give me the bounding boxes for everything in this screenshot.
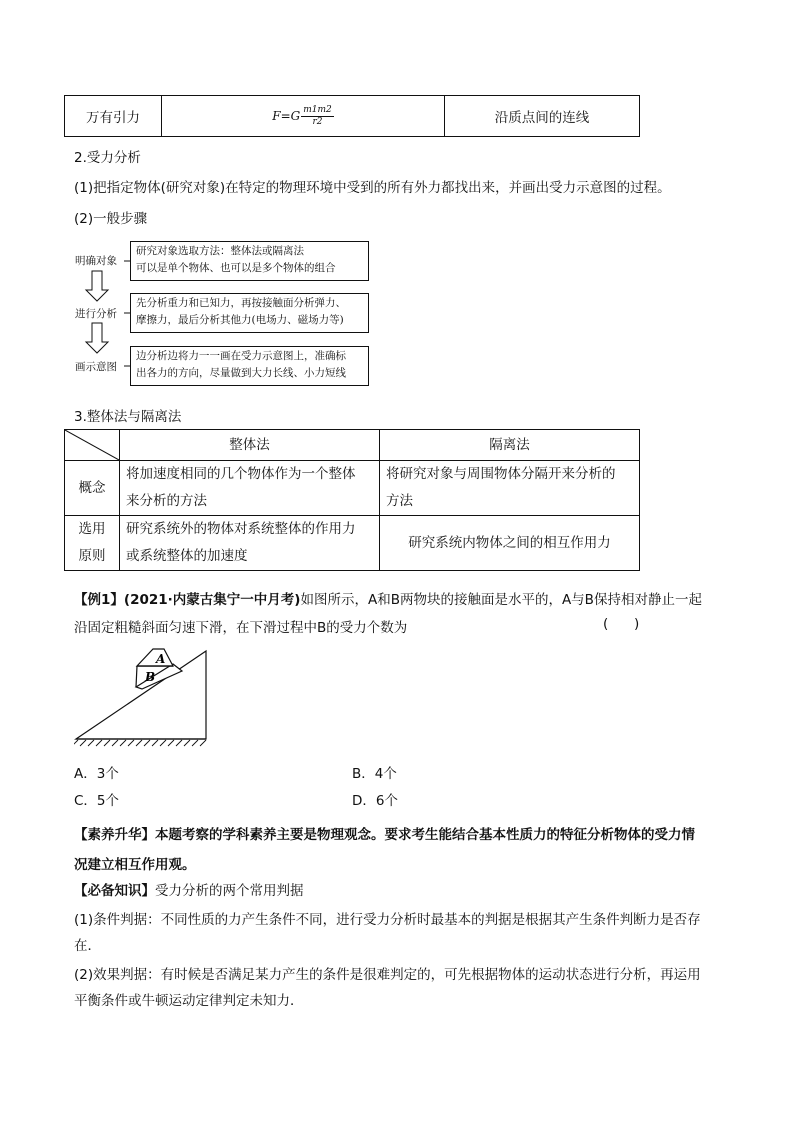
principle-whole-text-2: 或系统整体的加速度: [126, 548, 248, 564]
option-a: A．3个: [74, 766, 119, 782]
section2-item1: (1)把指定物体(研究对象)在特定的物理环境中受到的所有外力都找出来，并画出受力示意图的过程。: [74, 180, 671, 196]
col-header-whole: 整体法: [120, 430, 380, 461]
step3-label: 画示意图: [75, 361, 117, 373]
section2-title: 2.受力分析: [74, 150, 141, 166]
literacy-line1: [74, 823, 695, 843]
formula-cell: [162, 96, 445, 137]
principle-whole-cell: [120, 516, 380, 571]
force-name-cell: [65, 96, 162, 137]
step1-box: [130, 241, 369, 281]
step2-text-2: 摩擦力，最后分析其他力(电场力、磁场力等): [136, 314, 344, 326]
knowledge-p2-a: (2)效果判据：有时候是否满足某力产生的条件是很难判定的，可先根据物体的运动状态进行分析，再运用: [74, 967, 701, 983]
example-source: (2021·内蒙古集宁一中月考): [123, 592, 301, 608]
example1-line2: 沿固定粗糙斜面匀速下滑，在下滑过程中B的受力个数为: [74, 620, 408, 636]
step3-text-1: 边分析边将力一一画在受力示意图上，准确标: [136, 350, 346, 362]
knowledge-title: 受力分析的两个常用判据: [155, 883, 304, 899]
formula-eq: =: [280, 108, 291, 123]
table-row: [65, 516, 640, 571]
example-tag: 【例1】: [74, 592, 124, 608]
literacy-text-1: 本题考察的学科素养主要是物理观念。要求考生能结合基本性质力的特征分析物体的受力情: [155, 827, 695, 843]
concept-whole-text-1: 将加速度相同的几个物体作为一个整体: [126, 466, 356, 482]
table-row: [65, 96, 640, 137]
knowledge-heading: [74, 879, 304, 899]
example-text-1: 如图所示，A和B两物块的接触面是水平的，A与B保持相对静止一起: [300, 592, 702, 608]
concept-whole-cell: [120, 461, 380, 516]
literacy-line2: 况建立相互作用观。: [74, 857, 196, 873]
formula-denominator: r2: [312, 116, 323, 127]
block-a: [137, 649, 173, 666]
principle-isolation-cell: 研究系统内物体之间的相互作用力: [380, 516, 640, 571]
gravitation-table: [64, 95, 640, 137]
knowledge-p2-b: 平衡条件或牛顿运动定律判定未知力．: [74, 993, 304, 1009]
label-a: A: [156, 652, 166, 666]
example1-line1: [74, 588, 702, 608]
knowledge-tag: 【必备知识】: [74, 883, 155, 899]
concept-isolation-text-2: 方法: [386, 493, 413, 509]
method-comparison-table: [64, 429, 640, 571]
concept-isolation-cell: [380, 461, 640, 516]
option-c: C．5个: [74, 793, 120, 809]
label-b: B: [145, 670, 156, 684]
table-header-row: [65, 430, 640, 461]
down-arrow-icon: [86, 271, 108, 301]
principle-whole-text-1: 研究系统外的物体对系统整体的作用力: [126, 521, 356, 537]
step3-text-2: 出各力的方向，尽量做到大力长线、小力短线: [136, 367, 346, 379]
step2-box: [130, 293, 369, 333]
diagonal-line: [65, 430, 119, 460]
section2-item2: (2)一般步骤: [74, 211, 148, 227]
step1-text-1: 研究对象选取方法：整体法或隔离法: [136, 245, 304, 257]
row-head-concept: 概念: [65, 461, 120, 516]
formula-g: G: [290, 108, 301, 123]
gravitation-formula: [272, 105, 334, 128]
force-name: 万有引力: [86, 110, 140, 126]
diagonal-header-cell: [65, 430, 120, 461]
answer-blank: ( ): [603, 616, 640, 632]
section3-title: 3.整体法与隔离法: [74, 409, 182, 425]
step2-label: 进行分析: [75, 308, 117, 320]
step1-label: 明确对象: [75, 255, 117, 267]
principle-head-1: 选用: [78, 521, 106, 537]
col-header-isolation: 隔离法: [380, 430, 640, 461]
option-b: B．4个: [352, 766, 397, 782]
direction-cell: [445, 96, 640, 137]
step1-text-2: 可以是单个物体、也可以是多个物体的组合: [136, 262, 336, 274]
step3-box: [130, 346, 369, 386]
table-row: [65, 461, 640, 516]
option-d: D．6个: [352, 793, 398, 809]
formula-numerator: m1m2: [303, 104, 332, 115]
knowledge-p1-b: 在．: [74, 938, 101, 954]
incline-diagram: [74, 645, 214, 750]
formula-lhs: F: [272, 108, 281, 123]
knowledge-p1-a: (1)条件判据：不同性质的力产生条件不同，进行受力分析时最基本的判据是根据其产生条件判断力是否存: [74, 912, 701, 928]
step2-text-1: 先分析重力和已知力，再按接触面分析弹力、: [136, 297, 346, 309]
principle-head-2: 原则: [78, 548, 106, 564]
formula-fraction: [301, 105, 334, 128]
force-direction: 沿质点间的连线: [494, 110, 590, 126]
concept-whole-text-2: 来分析的方法: [126, 493, 207, 509]
literacy-tag: 【素养升华】: [74, 827, 155, 843]
row-head-principle: [65, 516, 120, 571]
down-arrow-icon: [86, 323, 108, 353]
concept-isolation-text-1: 将研究对象与周围物体分隔开来分析的: [386, 466, 616, 482]
ground-hatching: [74, 740, 206, 746]
block-b: [136, 664, 182, 689]
